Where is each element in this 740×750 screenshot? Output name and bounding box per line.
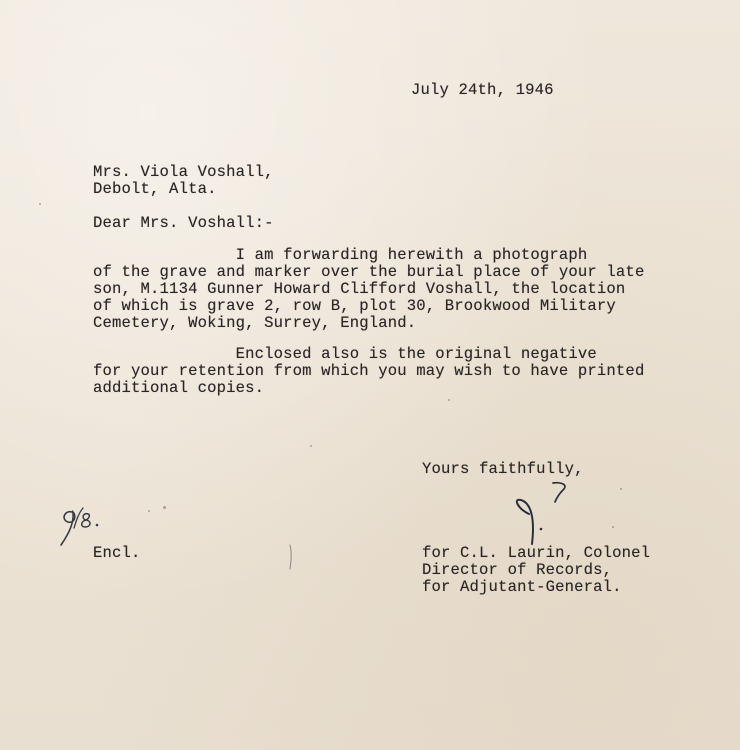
body-line: Cemetery, Woking, Surrey, England. <box>93 314 417 332</box>
signature-initial-mark <box>505 478 575 548</box>
paper-speck <box>612 526 614 528</box>
body-line: of which is grave 2, row B, plot 30, Brookwood Military <box>93 297 616 315</box>
handwritten-note <box>52 500 112 560</box>
salutation: Dear Mrs. Voshall:- <box>93 214 274 232</box>
enclosure-notation: Encl. <box>93 544 141 562</box>
body-line: son, M.1134 Gunner Howard Clifford Voshall, the location <box>93 280 626 298</box>
paper-speck <box>448 399 450 401</box>
recipient-name: Mrs. Viola Voshall, <box>93 163 274 181</box>
letter-date: July 24th, 1946 <box>411 81 554 99</box>
body-line: Enclosed also is the original negative <box>93 345 597 363</box>
paper-speck <box>148 510 150 512</box>
body-line: of the grave and marker over the burial place of your late <box>93 263 645 281</box>
paper-speck <box>620 488 622 490</box>
body-line: for your retention from which you may wish to have printed <box>93 362 645 380</box>
signature-line: for Adjutant-General. <box>422 578 622 596</box>
signature-line: for C.L. Laurin, Colonel <box>422 544 651 562</box>
closing: Yours faithfully, <box>422 460 584 478</box>
recipient-address: Debolt, Alta. <box>93 180 217 198</box>
body-line: I am forwarding herewith a photograph <box>93 246 588 264</box>
body-line: additional copies. <box>93 379 265 397</box>
signature-line: Director of Records, <box>422 561 613 579</box>
paper-mark <box>287 543 295 573</box>
paper-speck <box>163 506 166 509</box>
paper-speck <box>310 445 312 447</box>
paper-speck <box>39 203 41 205</box>
